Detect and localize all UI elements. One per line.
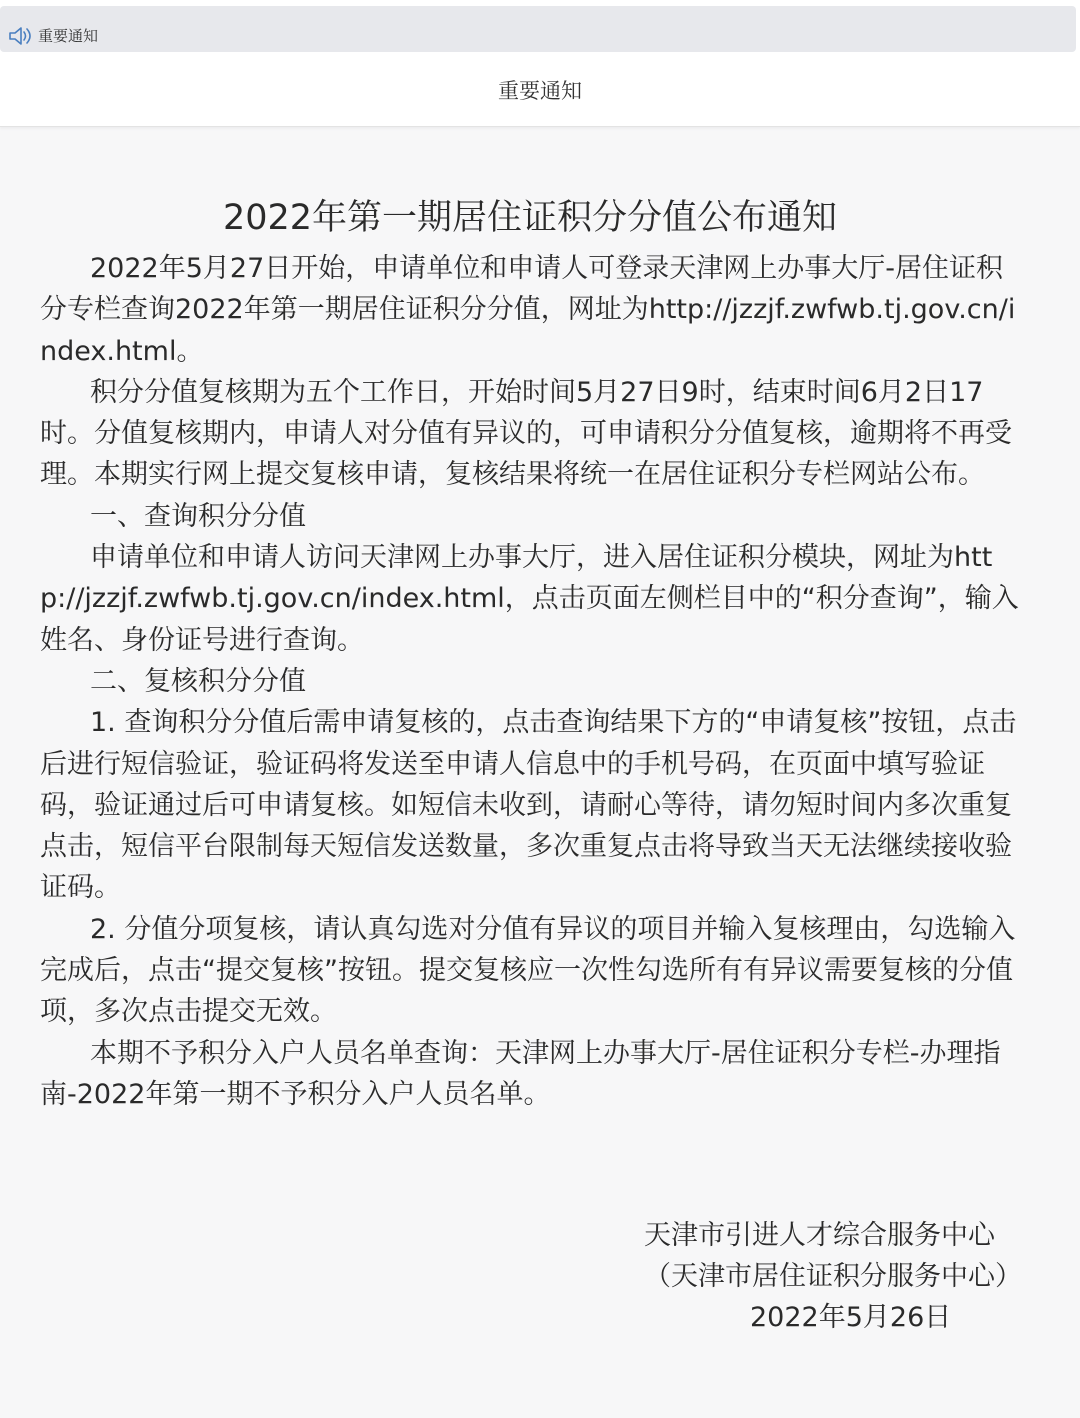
tab-label: 重要通知 bbox=[38, 27, 99, 45]
page-header bbox=[0, 56, 1080, 127]
section-heading-review: 二、复核积分分值 bbox=[90, 665, 306, 697]
document-title: 2022年第一期居住证积分分值公布通知 bbox=[222, 198, 838, 238]
paragraph-1: 2022年5月27日开始，申请单位和申请人可登录天津网上办事大厅-居住证积分专栏查询2022年第一期居住证积分分值，网址为http://jzzjf.zwfwb.tj.gov.cn/index.html。 bbox=[40, 253, 1016, 367]
notification-tab-strip bbox=[0, 0, 1080, 56]
paragraph-3: 申请单位和申请人访问天津网上办事大厅，进入居住证积分模块，网址为http://jzzjf.zwfwb.tj.gov.cn/index.html，点击页面左侧栏目中的“积分查询”，输入姓名、身份证号进行查询。 bbox=[40, 542, 1019, 656]
speaker-icon bbox=[8, 25, 34, 47]
signature-block bbox=[600, 1215, 1040, 1338]
page-title: 重要通知 bbox=[498, 79, 582, 103]
notification-tab[interactable] bbox=[0, 6, 1076, 52]
signature-org: 天津市引进人才综合服务中心 bbox=[644, 1220, 995, 1251]
paragraph-6: 本期不予积分入户人员名单查询：天津网上办事大厅-居住证积分专栏-办理指南-2022年第一期不予积分入户人员名单。 bbox=[40, 1037, 1001, 1110]
paragraph-4: 1. 查询积分分值后需申请复核的，点击查询结果下方的“申请复核”按钮，点击后进行短信验证，验证码将发送至申请人信息中的手机号码，在页面中填写验证码，验证通过后可申请复核。如短信未收到，请耐心等待，请勿短时间内多次重复点击，短信平台限制每天短信发送数量，多次重复点击将导致当天无法继续接收验证码。 bbox=[40, 707, 1017, 904]
paragraph-5: 2. 分值分项复核，请认真勾选对分值有异议的项目并输入复核理由，勾选输入完成后，点击“提交复核”按钮。提交复核应一次性勾选所有有异议需要复核的分值项，多次点击提交无效。 bbox=[40, 913, 1016, 1028]
section-heading-query: 一、查询积分分值 bbox=[90, 500, 306, 532]
paragraph-2: 积分分值复核期为五个工作日，开始时间5月27日9时，结束时间6月2日17时。分值复核期内，申请人对分值有异议的，可申请积分分值复核，逾期将不再受理。本期实行网上提交复核申请，复核结果将统一在居住证积分专栏网站公布。 bbox=[40, 376, 1012, 491]
signature-date: 2022年5月26日 bbox=[750, 1302, 952, 1333]
notice-content bbox=[40, 190, 1020, 1115]
signature-org-alt: （天津市居住证积分服务中心） bbox=[644, 1261, 1022, 1292]
